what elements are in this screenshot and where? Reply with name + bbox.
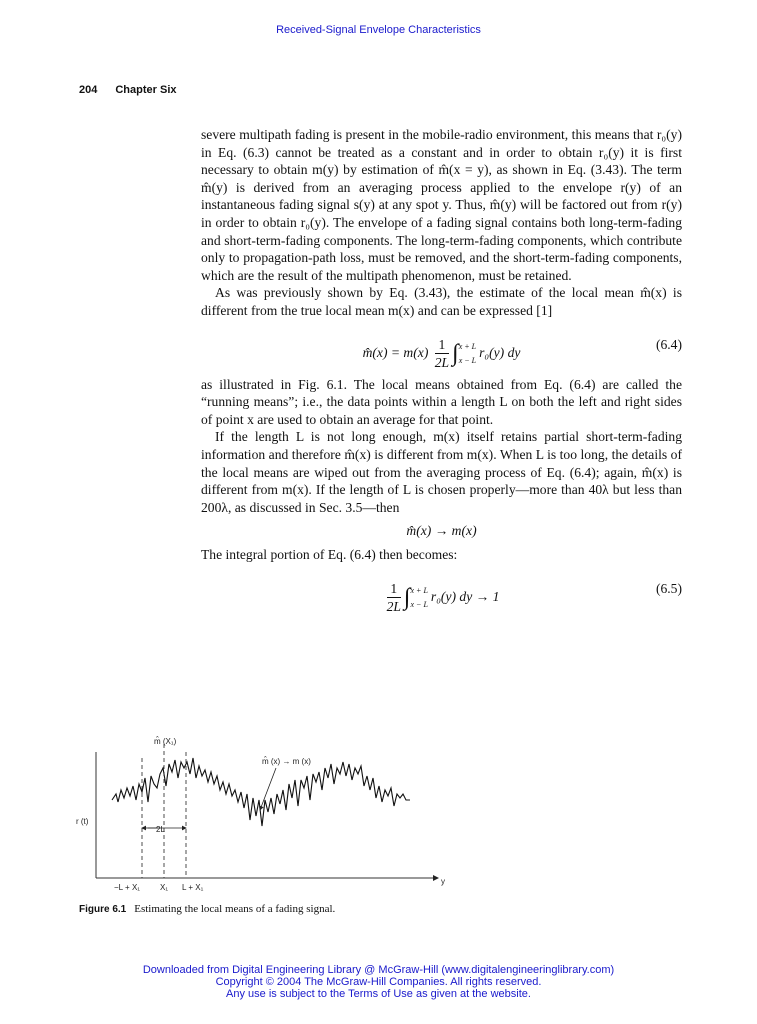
tick-left: −L + X₁ bbox=[114, 883, 140, 892]
chapter-title: Chapter Six bbox=[115, 84, 177, 96]
eq64-upper-limit: x + L bbox=[458, 341, 477, 351]
footer-download-link[interactable]: Downloaded from Digital Engineering Library @ McGraw-Hill (www.digitalengineeringlibrary.com) bbox=[142, 964, 615, 976]
paragraph-4: If the length L is not long enough, m(x) itself retains partial short-term-fading information and therefore m̂(x) is different from m(x). When L is too long, the details of the local means are wiped out from the averaging process of Eq. (6.4); again, m̂(x) is different from m(x). If the length of L is chosen properly—more than 40λ but less than 200λ, as discussed in Sec. 3.5—then bbox=[201, 429, 682, 515]
limit-equation bbox=[201, 516, 682, 546]
running-header: Received-Signal Envelope Characteristics bbox=[276, 24, 481, 36]
eq65-upper-limit: x + L bbox=[410, 585, 428, 595]
integral-sign-icon: ∫ bbox=[403, 584, 411, 611]
caption-text: Estimating the local means of a fading signal. bbox=[134, 903, 336, 915]
eq64-integrand: r₀(y) dy bbox=[479, 344, 521, 360]
integral-sign-icon: ∫ bbox=[452, 339, 459, 366]
footer-terms: Any use is subject to the Terms of Use as given at the website. bbox=[226, 988, 531, 1000]
paragraph-3: as illustrated in Fig. 6.1. The local means obtained from Eq. (6.4) are called the “running means”; i.e., the data points within a length L on both the left and right sides of point x are used to obtain an average for that point. bbox=[201, 376, 682, 427]
page-heading bbox=[79, 84, 195, 96]
figure-6-1 bbox=[76, 728, 456, 898]
label-mhat-to-m: m̂ (x) → m (x) bbox=[262, 757, 311, 766]
eq65-integrand: r₀(y) dy → 1 bbox=[430, 589, 500, 605]
eq64-numerator: 1 bbox=[435, 336, 449, 355]
caption-label: Figure 6.1 bbox=[79, 904, 127, 915]
eq65-number: (6.5) bbox=[655, 580, 682, 596]
eq64-number: (6.4) bbox=[655, 336, 682, 352]
label-y-axis: y bbox=[441, 877, 445, 886]
page-number: 204 bbox=[79, 84, 98, 96]
equation-6-5 bbox=[201, 568, 682, 614]
label-2L: 2L bbox=[156, 825, 165, 834]
eq65-lower-limit: x − L bbox=[410, 599, 428, 609]
limit-expression: m̂(x) → m(x) bbox=[406, 523, 477, 539]
figure-caption bbox=[79, 903, 335, 915]
equation-6-4 bbox=[201, 324, 682, 370]
paragraph-5: The integral portion of Eq. (6.4) then becomes: bbox=[201, 547, 458, 563]
tick-right: L + X₁ bbox=[182, 883, 204, 892]
eq64-lower-limit: x − L bbox=[458, 355, 477, 365]
eq65-denominator: 2L bbox=[386, 599, 401, 615]
tick-mid: X₁ bbox=[160, 883, 169, 892]
footer-copyright: Copyright © 2004 The McGraw-Hill Companies. All rights reserved. bbox=[215, 976, 542, 988]
label-mhat-x1: m̂ (X₁) bbox=[154, 737, 177, 746]
paragraph-2: As was previously shown by Eq. (3.43), the estimate of the local mean m̂(x) is different from the true local mean m(x) and can be expressed [1] bbox=[201, 285, 682, 318]
footer bbox=[0, 964, 757, 1000]
body-text bbox=[201, 126, 682, 620]
curve-pointer bbox=[260, 768, 276, 810]
eq65-numerator: 1 bbox=[387, 580, 401, 599]
eq64-denominator: 2L bbox=[434, 355, 450, 371]
paragraph-1: severe multipath fading is present in the mobile-radio environment, this means that r₀(y) in Eq. (6.3) cannot be treated as a constant and in order to obtain r₀(y) it is first necessary to obtain m(y) by estimation of m̂(x = y), as shown in Eq. (3.43). The term m̂(y) is derived from an averaging process applied to the envelope r(y) of an instantaneous fading signal s(y) at any spot y. Thus, m̂(y) will be factored out from r(y) in order to obtain r₀(y). The envelope of a fading signal contains both long-term-fading and short-term-fading components. The long-term-fading components, which contribute only to propagation-path loss, must be removed, and the short-term-fading components, which are the result of the multipath phenomenon, must be retained. bbox=[201, 127, 682, 283]
label-r-t: r (t) bbox=[76, 817, 89, 826]
eq64-lhs: m̂(x) = m(x) bbox=[362, 344, 429, 360]
fading-signal-curve bbox=[112, 758, 410, 826]
